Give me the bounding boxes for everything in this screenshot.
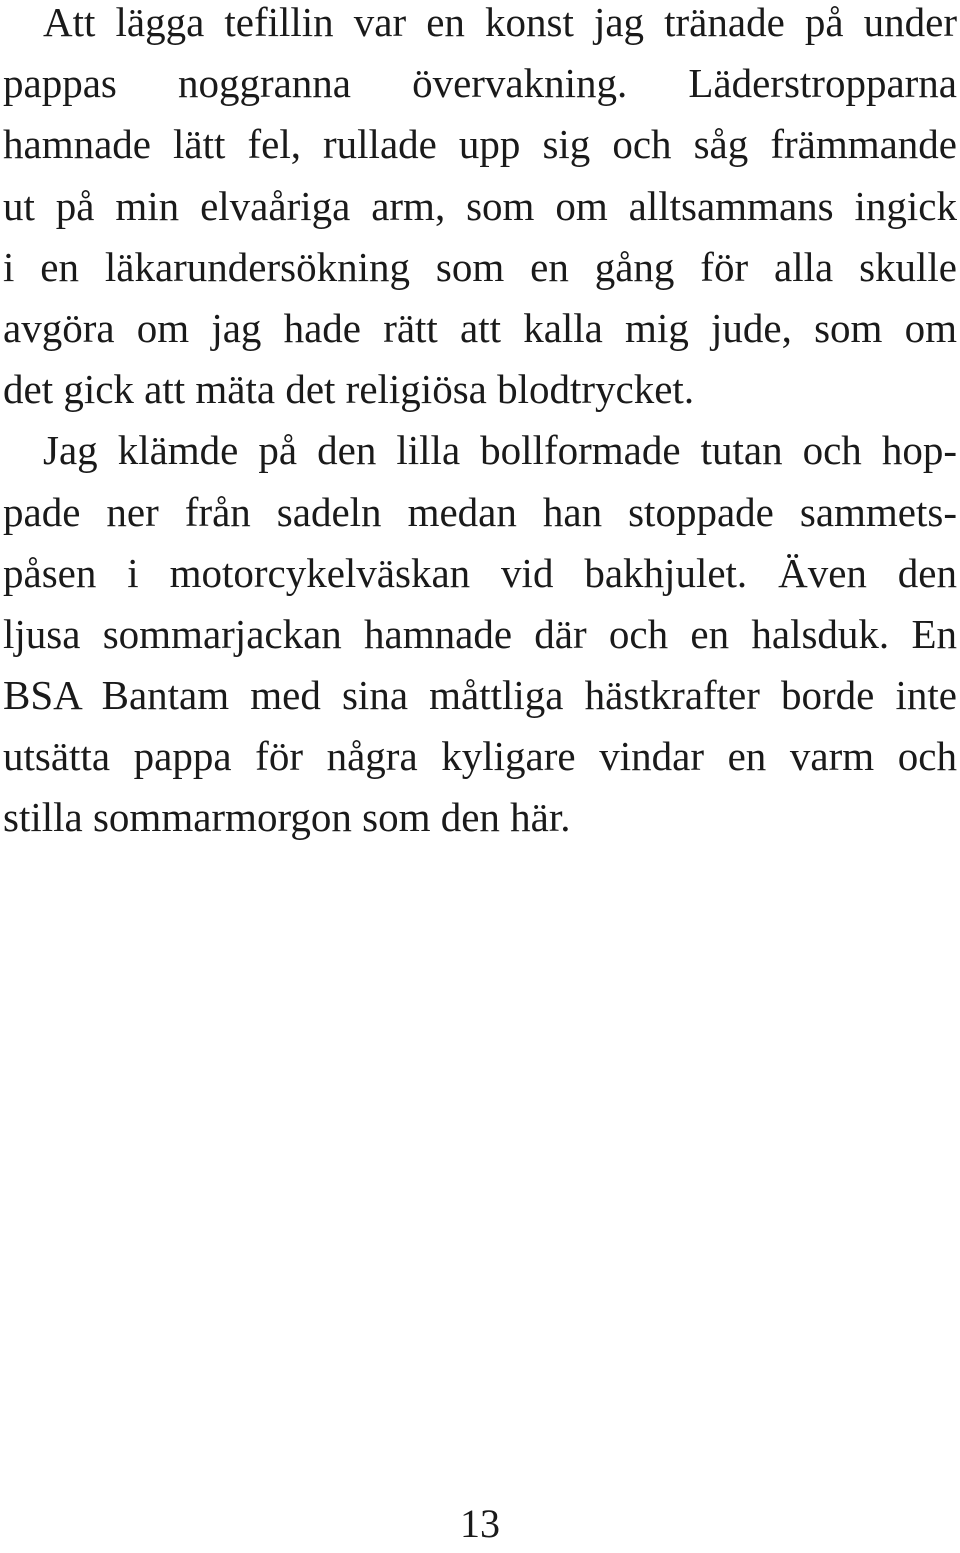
text-line: utsätta pappa för några kyligare vindar en varm och: [3, 733, 957, 780]
text-line: i en läkarundersökning som en gång för alla skulle: [3, 243, 957, 290]
text-line: det gick att mäta det religiösa blodtrycket.: [3, 366, 695, 413]
body-text: [3, 0, 957, 849]
text-line: pade ner från sadeln medan han stoppade sammets-: [3, 488, 957, 535]
text-line: BSA Bantam med sina måttliga hästkrafter borde inte: [3, 672, 957, 719]
text-line: hamnade lätt fel, rullade upp sig och såg främmande: [3, 121, 957, 168]
page-number: 13: [460, 1501, 500, 1546]
paragraph: [3, 0, 957, 420]
text-line: Jag klämde på den lilla bollformade tutan och hop-: [43, 427, 957, 474]
paragraph: [3, 420, 957, 848]
text-line: påsen i motorcykelväskan vid bakhjulet. Även den: [3, 549, 957, 596]
text-line: Att lägga tefillin var en konst jag tränade på under: [43, 0, 957, 45]
text-line: pappas noggranna övervakning. Läderstropparna: [3, 60, 957, 107]
text-line: stilla sommarmorgon som den här.: [3, 794, 571, 841]
text-line: avgöra om jag hade rätt att kalla mig jude, som om: [3, 304, 957, 351]
text-line: ut på min elvaåriga arm, som om alltsammans ingick: [3, 182, 957, 229]
text-line: ljusa sommarjackan hamnade där och en halsduk. En: [3, 610, 957, 657]
